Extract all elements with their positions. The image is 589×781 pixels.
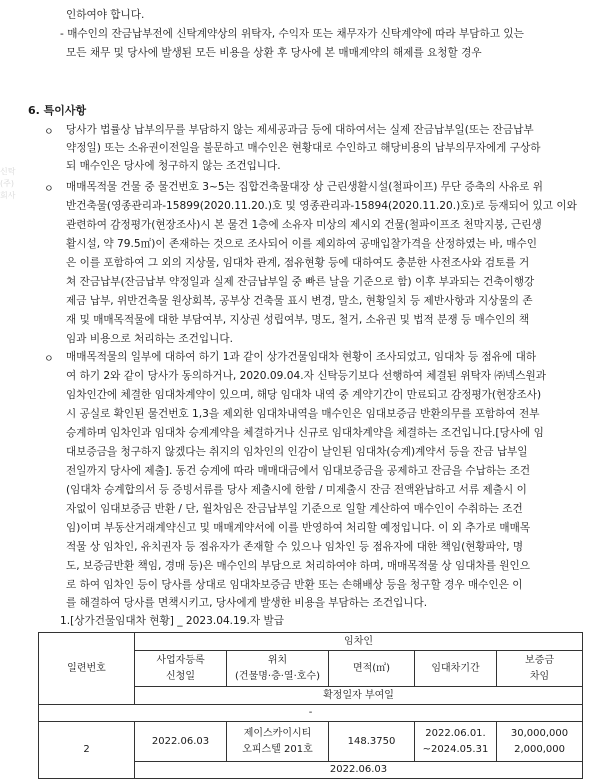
header-tenant: 임차인 <box>135 633 583 651</box>
table-row <box>39 705 583 722</box>
dash-cell: - <box>39 705 583 722</box>
header-deposit-line: 차임 <box>529 670 550 682</box>
para3-line: 임)이며 부동산거래계약신고 및 매매계약서에 이를 반영하여 처리할 예정입니다. 이 외 추가로 매매목 <box>66 522 531 534</box>
bullet-marker: ㅇ <box>44 354 54 365</box>
para2-line: 반건축물(영종관리과-15899(2020.11.20.)호 및 영종관리과-15894(2020.11.20.)호)로 등재되어 있고 이와 <box>66 200 577 212</box>
cell-area: 148.3750 <box>329 722 415 762</box>
para3-line: 임차인간에 체결한 임대차계약이 있으며, 해당 임대차 내역 중 계약기간이 만료되고 감정평가(현장조사) <box>66 389 542 401</box>
para2-line: 매매목적물 건물 중 물건번호 3~5는 집합건축물대장 상 근린생활시설(철파이프) 무단 증축의 사유로 위 <box>66 181 544 193</box>
watermark <box>0 166 26 202</box>
para2-line: 쳐 잔금납부(잔금납부 약정일과 실제 잔금납부일 중 빠른 날을 기준으로 함) 이후 부과되는 건축이행강 <box>66 276 535 288</box>
cell-location-line: 제이스카이시티 <box>243 727 312 739</box>
header-deposit-line: 보증금 <box>525 654 555 666</box>
watermark-line: 회사 <box>0 191 16 200</box>
para2-line: 임과 비용으로 처리하는 조건입니다. <box>66 333 233 345</box>
header-location <box>227 651 329 687</box>
para3-line: 승계하며 임차인과 임대차 승계계약을 체결하거나 신규로 임대차계약을 체결하는 조건입니다.[당사에 임 <box>66 427 544 439</box>
cell-biz-reg: 2022.06.03 <box>135 722 227 762</box>
cell-period-line: 2022.06.01. <box>425 727 486 739</box>
cell-period-line: ~2024.05.31 <box>422 743 489 755</box>
header-biz-reg-line: 신청일 <box>166 670 195 682</box>
cell-fixed-date: 2022.06.03 <box>135 762 583 779</box>
para3-line: 시 공실로 확인된 물건번호 1,3을 제외한 임대차내역을 매수인은 임대보증금 반환의무를 포함하여 전부 <box>66 408 540 420</box>
cell-location <box>227 722 329 762</box>
header-deposit <box>497 651 583 687</box>
table-row <box>39 722 583 762</box>
para3-line: (임대차 승계합의서 등 증빙서류를 당사 제출시에 한함 / 미제출시 잔금 전액완납하고 서류 제출시 이 <box>66 484 527 496</box>
para3-line: 를 해결하여 당사를 면책시키고, 당사에게 발생한 비용을 부담하는 조건입니다. <box>66 597 428 609</box>
header-location-line: (건물명·층·열·호수) <box>235 670 320 682</box>
watermark-line: 신탁 <box>0 167 16 176</box>
cell-serial: 2 <box>39 722 135 779</box>
para3-line: 도, 보증금반환 책임, 경매 등)은 매수인의 부담으로 처리하여야 하며, 매매목적물 상 임대차를 원인으 <box>66 560 530 572</box>
para3-line: 매매목적물의 일부에 대하여 하기 1과 같이 상가건물임대차 현황이 조사되었고, 임대차 등 점유에 대하 <box>66 351 537 363</box>
header-fixed-date: 확정일자 부여일 <box>135 687 583 705</box>
lease-status-table <box>38 632 583 779</box>
top-line-3: 모든 채무 및 당사에 발생된 모든 비용을 상환 후 당사에 본 매매계약의 해제를 요청할 경우 <box>66 47 482 59</box>
top-line-1: 인하여야 합니다. <box>66 9 145 21</box>
para3-line: 적물 상 임차인, 유치권자 등 점유자가 존재할 수 있으나 임차인 등 점유자에 대한 책임(현황파악, 명 <box>66 541 524 553</box>
header-serial: 일련번호 <box>39 633 135 705</box>
para2-line: 관련하여 감정평가(현장조사)시 본 물건 1층에 소유자 미상의 제시외 건물(철파이프조 천막지붕, 근린생 <box>66 219 542 231</box>
para3-line: 여 하기 2와 같이 당사가 동의하거나, 2020.09.04.자 신탁등기보다 선행하여 체결된 위탁자 ㈜넥스원과 <box>66 370 546 382</box>
header-area: 면적(㎡) <box>329 651 415 687</box>
header-biz-reg <box>135 651 227 687</box>
para3-line: 로 하여 임차인 등이 당사를 상대로 임대차보증금 반환 또는 손해배상 등을 청구할 경우 매수인은 이 <box>66 579 523 591</box>
section-title: 6. 특이사항 <box>28 104 87 117</box>
bullet-marker: ㅇ <box>44 127 54 138</box>
lease-status-subheading: 1.[상가건물임대차 현황] _ 2023.04.19.자 발급 <box>60 615 284 627</box>
bullet-marker: ㅇ <box>44 184 54 195</box>
para3-line: 전일까지 당사에 제출]. 동건 승계에 따라 매매대금에서 임대보증금을 공제하고 잔금을 수납하는 조건 <box>66 465 531 477</box>
header-biz-reg-line: 사업자등록 <box>156 654 205 666</box>
para2-line: 활시설, 약 79.5㎡)이 존재하는 것으로 조사되어 이를 제외하여 공매입찰가격을 산정하였는 바, 매수인 <box>66 238 537 250</box>
cell-period <box>415 722 497 762</box>
header-location-line: 위치 <box>267 654 288 666</box>
para2-line: 제금 납부, 위반건축물 원상회복, 공부상 건축물 표시 변경, 말소, 현황일치 등 제반사항과 지상물의 존 <box>66 295 533 307</box>
para2-line: 재 및 매매목적물에 대한 부담여부, 지상권 성립여부, 명도, 철거, 소유권 및 법적 분쟁 등 매수인의 책 <box>66 314 530 326</box>
cell-rent-amount: 2,000,000 <box>514 743 565 755</box>
header-period: 임대차기간 <box>415 651 497 687</box>
cell-location-line: 오피스텔 201호 <box>242 743 313 755</box>
para1-line: 당사가 법률상 납부의무를 부담하지 않는 제세공과금 등에 대하여서는 실제 잔금납부일(또는 잔금납부 <box>66 124 534 136</box>
para3-line: 대보증금을 청구하지 않겠다는 취지의 임차인의 인감이 날인된 임대차(승계)계약서 등을 잔금 납부일 <box>66 446 528 458</box>
cell-deposit-amount: 30,000,000 <box>510 727 569 739</box>
table-header-row <box>39 633 583 651</box>
para3-line: 자없이 임대보증금 반환 / 단, 월차임은 잔금납부일 기준으로 일할 계산하여 매수인이 수취하는 조건 <box>66 503 523 515</box>
cell-deposit <box>497 722 583 762</box>
top-line-2: - 매수인의 잔금납부전에 신탁계약상의 위탁자, 수익자 또는 채무자가 신탁계약에 따라 부담하고 있는 <box>60 28 524 40</box>
para1-line: 약정일) 또는 소유권이전일을 불문하고 매수인은 현황대로 수인하고 해당비용의 납부의무자에게 구상하 <box>66 142 541 154</box>
watermark-line: (주) <box>0 179 14 188</box>
para2-line: 은 이를 포함하여 그 외의 지상물, 임대차 관계, 점유현황 등에 대하여도 충분한 사전조사와 검토를 거 <box>66 257 530 269</box>
para1-line: 되 매수인은 당사에 청구하지 않는 조건입니다. <box>66 160 281 172</box>
